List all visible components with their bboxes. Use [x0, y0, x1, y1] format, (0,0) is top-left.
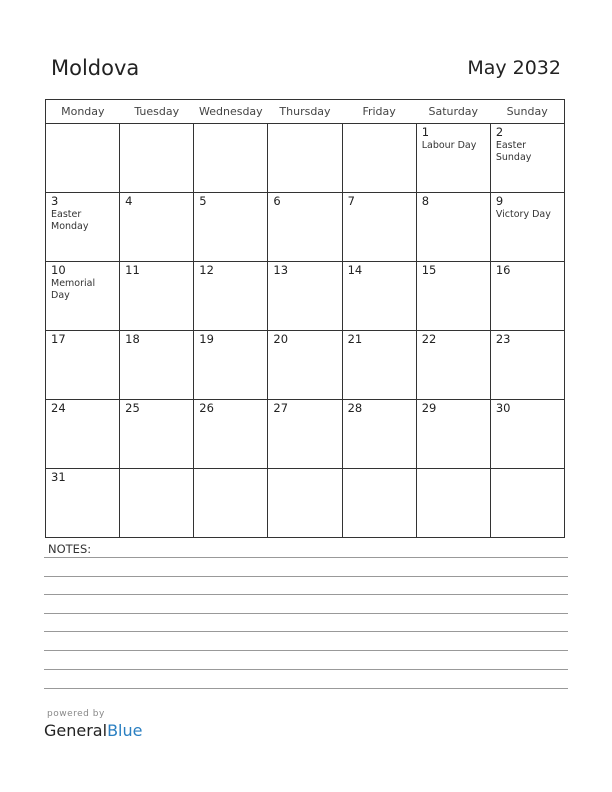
day-number: 5: [199, 194, 207, 208]
day-number: 23: [495, 332, 511, 346]
calendar-day-cell: [342, 469, 416, 538]
calendar-day-cell: [268, 262, 342, 331]
calendar-day-cell: [120, 193, 194, 262]
calendar-day-cell: [120, 400, 194, 469]
calendar-day-cell: [46, 262, 120, 331]
day-number: 25: [125, 401, 140, 415]
calendar-day-cell: [416, 400, 490, 469]
day-number: 4: [125, 194, 133, 208]
calendar-day-cell: [268, 193, 342, 262]
calendar-day-cell: [416, 331, 490, 400]
day-number: 31: [51, 470, 66, 484]
calendar-week-row: [46, 400, 565, 469]
calendar-week-row: [46, 331, 565, 400]
calendar-day-cell: [268, 469, 342, 538]
calendar-body: [46, 124, 565, 538]
calendar-day-cell: [120, 124, 194, 193]
day-number: 16: [495, 263, 511, 277]
calendar-day-cell: [268, 331, 342, 400]
day-number: 27: [273, 401, 289, 415]
calendar-day-cell: [194, 124, 268, 193]
calendar-week-row: [46, 124, 565, 193]
calendar-day-cell: [268, 400, 342, 469]
day-number: 28: [347, 401, 363, 415]
calendar-day-cell: [268, 124, 342, 193]
calendar-day-cell: [416, 262, 490, 331]
brand-general: General: [44, 721, 108, 740]
day-number: 21: [347, 332, 363, 346]
calendar-day-cell: [490, 193, 564, 262]
month-title: May 2032: [467, 57, 561, 79]
day-number: 6: [273, 194, 281, 208]
day-number: 8: [421, 194, 430, 208]
weekday-sunday: Sunday: [490, 100, 564, 124]
note-line: [44, 557, 568, 558]
calendar-day-cell: [194, 469, 268, 538]
note-line: [44, 576, 568, 577]
brand-logo[interactable]: [44, 721, 142, 740]
holiday-label: Easter Sunday: [495, 140, 532, 163]
calendar-day-cell: [46, 400, 120, 469]
calendar-day-cell: [416, 124, 490, 193]
calendar-week-row: [46, 469, 565, 538]
note-line: [44, 631, 568, 632]
note-line: [44, 594, 568, 595]
day-number: 10: [51, 263, 66, 277]
calendar-day-cell: [342, 331, 416, 400]
day-number: 17: [51, 332, 66, 346]
calendar-day-cell: [490, 400, 564, 469]
weekday-thursday: Thursday: [268, 100, 342, 124]
calendar-day-cell: [194, 193, 268, 262]
weekday-wednesday: Wednesday: [194, 100, 268, 124]
calendar-day-cell: [194, 400, 268, 469]
day-number: 2: [495, 125, 504, 139]
calendar-week-row: [46, 193, 565, 262]
note-line: [44, 669, 568, 670]
note-line: [44, 650, 568, 651]
day-number: 7: [347, 194, 355, 208]
holiday-label: Easter Monday: [51, 209, 89, 232]
calendar-day-cell: [342, 262, 416, 331]
powered-by-text: powered by: [47, 709, 105, 719]
calendar-day-cell: [46, 469, 120, 538]
note-line: [44, 688, 568, 689]
brand-blue: Blue: [107, 721, 143, 740]
weekday-saturday: Saturday: [416, 100, 490, 124]
day-number: 22: [421, 332, 437, 346]
holiday-label: Victory Day: [495, 209, 551, 220]
holiday-label: Labour Day: [421, 140, 477, 151]
calendar-day-cell: [194, 331, 268, 400]
calendar-day-cell: [490, 262, 564, 331]
calendar-day-cell: [342, 193, 416, 262]
day-number: 11: [125, 263, 140, 277]
weekday-tuesday: Tuesday: [120, 100, 194, 124]
holiday-label: Memorial Day: [51, 278, 96, 301]
calendar-day-cell: [342, 400, 416, 469]
day-number: 24: [51, 401, 66, 415]
day-number: 15: [421, 263, 437, 277]
calendar-day-cell: [342, 124, 416, 193]
day-number: 9: [495, 194, 504, 208]
calendar-week-row: [46, 262, 565, 331]
calendar-day-cell: [120, 262, 194, 331]
notes-label: NOTES:: [48, 542, 92, 556]
calendar-day-cell: [120, 469, 194, 538]
calendar-day-cell: [46, 331, 120, 400]
day-number: 18: [125, 332, 140, 346]
day-number: 19: [199, 332, 214, 346]
day-number: 30: [495, 401, 511, 415]
day-number: 13: [273, 263, 289, 277]
day-number: 3: [51, 194, 59, 208]
calendar-day-cell: [46, 193, 120, 262]
day-number: 26: [199, 401, 214, 415]
weekday-friday: Friday: [342, 100, 416, 124]
weekday-header-row: [46, 100, 565, 124]
calendar-day-cell: [46, 124, 120, 193]
day-number: 29: [421, 401, 437, 415]
calendar-day-cell: [490, 331, 564, 400]
calendar-day-cell: [490, 124, 564, 193]
calendar-grid: [45, 99, 565, 538]
weekday-monday: Monday: [46, 100, 120, 124]
day-number: 20: [273, 332, 289, 346]
calendar-day-cell: [490, 469, 564, 538]
country-title: Moldova: [51, 56, 140, 80]
day-number: 12: [199, 263, 214, 277]
day-number: 1: [421, 125, 430, 139]
calendar-day-cell: [416, 193, 490, 262]
calendar-day-cell: [120, 331, 194, 400]
note-line: [44, 613, 568, 614]
calendar-day-cell: [416, 469, 490, 538]
calendar-day-cell: [194, 262, 268, 331]
day-number: 14: [347, 263, 363, 277]
